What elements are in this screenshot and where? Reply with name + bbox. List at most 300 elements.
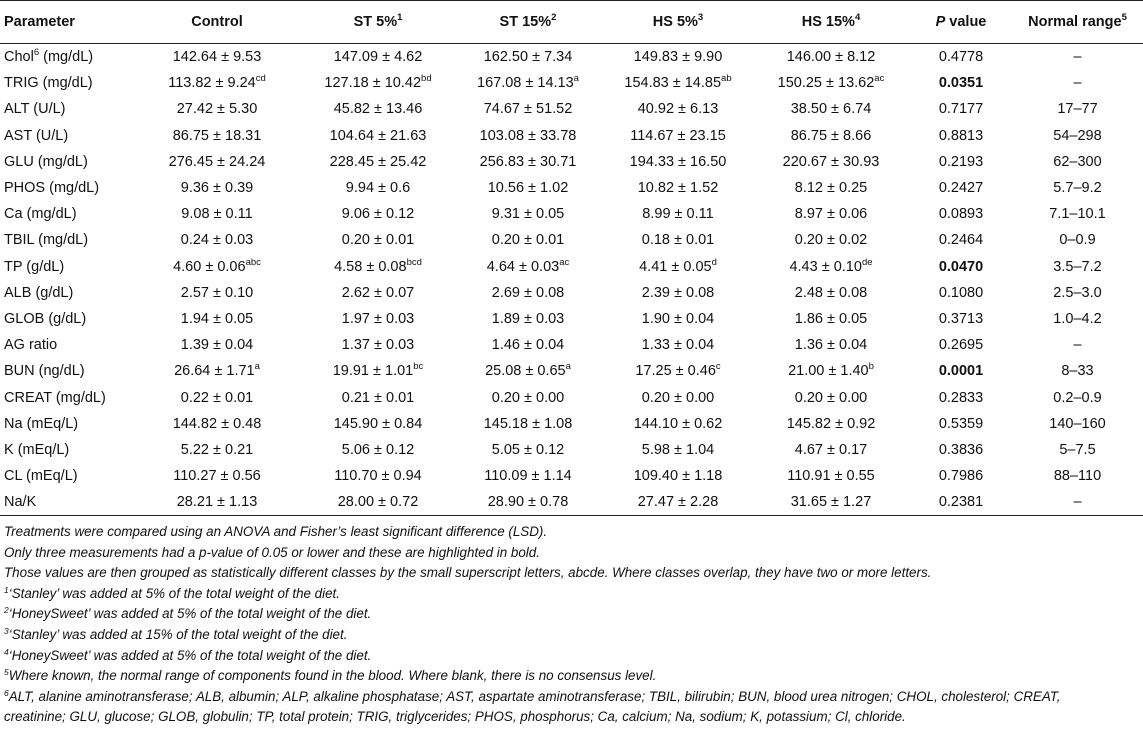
table-row <box>0 384 1143 410</box>
st15-value: 1.46 ± 0.04 <box>491 337 565 354</box>
hs5-group-letters: ab <box>721 73 732 85</box>
st5-cell <box>304 227 452 253</box>
parameter-unit: (mg/dL) <box>33 153 88 170</box>
header-row <box>0 1 1143 44</box>
parameter-cell <box>0 175 130 201</box>
p-value-cell: 0.8813 <box>938 127 984 144</box>
st5-cell <box>304 489 452 516</box>
normal-range-cell: 5–7.5 <box>1059 441 1096 458</box>
parameter-unit: (mg/dL) <box>45 180 100 197</box>
hs5-value: 0.18 ± 0.01 <box>641 232 715 249</box>
st15-cell <box>452 96 604 122</box>
parameter-unit: (mg/dL) <box>38 75 93 92</box>
control-cell <box>130 175 304 201</box>
hs15-value: 145.82 ± 0.92 <box>786 415 876 432</box>
parameter-footnote-mark: 6 <box>33 47 40 59</box>
st15-value: 1.89 ± 0.03 <box>491 310 565 327</box>
hs15-value: 4.67 ± 0.17 <box>794 441 868 458</box>
table-row <box>0 489 1143 516</box>
hs5-cell <box>604 175 752 201</box>
parameter-cell <box>0 306 130 332</box>
footnote-mark: 3 <box>4 625 9 636</box>
hs15-value: 2.48 ± 0.08 <box>794 284 868 301</box>
st15-value: 0.20 ± 0.00 <box>491 389 565 406</box>
column-header <box>0 1 130 44</box>
st5-cell <box>304 44 452 71</box>
control-cell <box>130 306 304 332</box>
hs5-value: 0.20 ± 0.00 <box>641 389 715 406</box>
parameter-name: Na <box>4 415 23 432</box>
parameter-name: TRIG <box>4 75 39 92</box>
p-value-cell: 0.5359 <box>938 415 984 432</box>
hs5-cell <box>604 489 752 516</box>
hs5-cell <box>604 437 752 463</box>
footnote-text: Those values are then grouped as statistically different classes by the small superscript letters, abcde. Where classes overlap, they have two or more letters. <box>4 565 932 581</box>
parameter-name: K <box>4 441 14 458</box>
normal-range-cell: 62–300 <box>1053 153 1102 170</box>
parameter-cell <box>0 227 130 253</box>
hs15-cell <box>752 44 910 71</box>
hs5-cell <box>604 306 752 332</box>
st15-value: 4.64 ± 0.03 <box>486 258 560 275</box>
st15-value: 10.56 ± 1.02 <box>487 180 569 197</box>
table-row <box>0 123 1143 149</box>
st5-value: 127.18 ± 10.42 <box>324 75 422 92</box>
parameter-unit: (U/L) <box>29 101 66 118</box>
control-cell <box>130 437 304 463</box>
p-value-cell: 0.3836 <box>938 441 984 458</box>
st15-value: 110.09 ± 1.14 <box>484 468 572 485</box>
parameter-name: BUN <box>4 363 35 380</box>
table-row <box>0 44 1143 71</box>
st5-value: 145.90 ± 0.84 <box>333 415 423 432</box>
table-row <box>0 463 1143 489</box>
st15-cell <box>452 149 604 175</box>
st15-cell <box>452 44 604 71</box>
hs15-cell <box>752 306 910 332</box>
header-footnote-mark: 3 <box>697 12 704 23</box>
parameter-cell <box>0 201 130 227</box>
footnote <box>4 666 1139 687</box>
parameter-unit: (g/dL) <box>22 258 65 275</box>
normal-range-cell: 3.5–7.2 <box>1053 258 1102 275</box>
p-value-cell: 0.4778 <box>938 49 984 66</box>
parameter-name: ALT <box>4 101 30 118</box>
control-cell <box>130 227 304 253</box>
table-row <box>0 254 1143 280</box>
footnote-mark: 2 <box>4 605 9 616</box>
hs5-cell <box>604 70 752 96</box>
hs5-cell <box>604 149 752 175</box>
hs5-cell <box>604 201 752 227</box>
p-value-cell: 0.2381 <box>910 489 1012 516</box>
hs5-cell <box>604 227 752 253</box>
st5-value: 2.62 ± 0.07 <box>341 284 415 301</box>
parameter-name: Ca <box>4 206 23 223</box>
p-value-cell: 0.2464 <box>938 232 984 249</box>
p-value-cell: 0.7986 <box>938 468 984 485</box>
parameter-name: ALB <box>4 284 32 301</box>
st5-value: 9.06 ± 0.12 <box>341 206 415 223</box>
parameter-unit: (g/dL) <box>31 284 74 301</box>
footnote-text: Only three measurements had a p-value of 0.05 or lower and these are highlighted in bold. <box>4 544 540 560</box>
hs5-value: 144.10 ± 0.62 <box>633 415 723 432</box>
parameter-name: AST <box>4 127 32 144</box>
footnote-mark: 5 <box>4 667 9 678</box>
st5-value: 1.37 ± 0.03 <box>341 337 415 354</box>
st5-cell <box>304 358 452 384</box>
st5-value: 19.91 ± 1.01 <box>332 363 414 380</box>
hs5-group-letters: d <box>711 256 717 268</box>
st15-value: 162.50 ± 7.34 <box>483 49 573 66</box>
control-group-letters: abc <box>245 256 261 268</box>
footnote-text: creatinine; GLU, glucose; GLOB, globulin; TP, total protein; TRIG, triglycerides; PHOS, phosphorus; Ca, calcium; Na, sodium; K, potassium; Cl, chloride. <box>4 709 906 725</box>
st5-cell <box>304 175 452 201</box>
footnote <box>4 604 1139 625</box>
column-header <box>304 1 452 44</box>
control-cell <box>130 489 304 516</box>
header-footnote-mark: 4 <box>854 12 861 23</box>
parameter-unit: (U/L) <box>31 127 69 144</box>
header-label: ST 5% <box>353 14 398 30</box>
normal-range-cell: 54–298 <box>1053 127 1102 144</box>
control-value: 1.94 ± 0.05 <box>180 310 254 327</box>
table-row <box>0 411 1143 437</box>
hs5-value: 149.83 ± 9.90 <box>633 49 723 66</box>
control-value: 9.08 ± 0.11 <box>181 206 253 223</box>
st15-value: 167.08 ± 14.13 <box>477 75 574 92</box>
footnote-text: ‘HoneySweet’ was added at 5% of the total weight of the diet. <box>8 647 372 663</box>
st5-value: 45.82 ± 13.46 <box>333 101 423 118</box>
hs15-cell <box>752 358 910 384</box>
normal-range-cell: 8–33 <box>1061 363 1094 380</box>
control-value: 9.36 ± 0.39 <box>180 180 254 197</box>
parameter-cell <box>0 463 130 489</box>
parameter-cell <box>0 437 130 463</box>
header-label: Normal range <box>1028 14 1122 30</box>
hs15-cell <box>752 227 910 253</box>
parameter-cell <box>0 332 130 358</box>
footnote <box>4 707 1139 728</box>
hs5-cell <box>604 96 752 122</box>
normal-range-cell: – <box>1073 75 1082 92</box>
hs5-cell <box>604 280 752 306</box>
control-cell <box>130 384 304 410</box>
control-value: 0.24 ± 0.03 <box>180 232 254 249</box>
hs15-group-letters: b <box>868 361 874 373</box>
footnote-text: ALT, alanine aminotransferase; ALB, albumin; ALP, alkaline phosphatase; AST, aspartate aminotransferase; TBIL, bilirubin; BUN, blood urea nitrogen; CHOL, cholesterol; CREAT, <box>8 688 1061 704</box>
st15-cell <box>452 306 604 332</box>
st5-cell <box>304 437 452 463</box>
parameter-name: Na/K <box>4 494 37 511</box>
parameter-unit: (mEq/L) <box>13 441 70 458</box>
st15-value: 5.05 ± 0.12 <box>491 441 565 458</box>
control-cell <box>130 411 304 437</box>
st5-value: 28.00 ± 0.72 <box>337 494 419 511</box>
st15-value: 0.20 ± 0.01 <box>491 232 565 249</box>
st5-cell <box>304 123 452 149</box>
st5-value: 228.45 ± 25.42 <box>329 153 427 170</box>
st5-value: 147.09 ± 4.62 <box>333 49 423 66</box>
hs15-cell <box>752 254 910 280</box>
st5-cell <box>304 280 452 306</box>
control-cell <box>130 254 304 280</box>
p-value-cell: 0.3713 <box>938 310 984 327</box>
hs15-cell <box>752 384 910 410</box>
hs5-value: 1.33 ± 0.04 <box>641 337 715 354</box>
header-label: HS 15% <box>801 14 855 30</box>
hs15-cell <box>752 463 910 489</box>
hs5-cell <box>604 384 752 410</box>
table-row <box>0 227 1143 253</box>
hs5-value: 10.82 ± 1.52 <box>637 180 719 197</box>
normal-range-cell: 0.2–0.9 <box>1053 389 1102 406</box>
parameter-unit: (ng/dL) <box>34 363 85 380</box>
st15-cell <box>452 227 604 253</box>
hs15-value: 110.91 ± 0.55 <box>787 468 875 485</box>
hs15-value: 4.43 ± 0.10 <box>789 258 862 275</box>
control-value: 26.64 ± 1.71 <box>174 363 255 380</box>
table-row <box>0 149 1143 175</box>
st5-group-letters: bcd <box>406 256 422 268</box>
st15-cell <box>452 489 604 516</box>
hs5-value: 8.99 ± 0.11 <box>642 206 714 223</box>
st15-value: 145.18 ± 1.08 <box>483 415 573 432</box>
hs15-value: 0.20 ± 0.02 <box>794 232 868 249</box>
st15-value: 28.90 ± 0.78 <box>487 494 569 511</box>
st5-cell <box>304 149 452 175</box>
header-footnote-mark: 5 <box>1121 12 1127 23</box>
hs5-value: 1.90 ± 0.04 <box>641 310 715 327</box>
st5-value: 1.97 ± 0.03 <box>341 310 415 327</box>
normal-range-cell: 7.1–10.1 <box>1049 206 1106 223</box>
st5-value: 110.70 ± 0.94 <box>334 468 422 485</box>
footnote-text: ‘HoneySweet’ was added at 5% of the total weight of the diet. <box>8 606 372 622</box>
parameter-unit: (mg/dL) <box>39 49 94 66</box>
st15-value: 2.69 ± 0.08 <box>491 284 565 301</box>
control-value: 276.45 ± 24.24 <box>168 153 266 170</box>
control-value: 0.22 ± 0.01 <box>180 389 254 406</box>
p-value-cell: 0.0470 <box>938 258 984 275</box>
hs15-cell <box>752 411 910 437</box>
normal-range-cell: 17–77 <box>1057 101 1098 118</box>
st15-value: 103.08 ± 33.78 <box>479 127 577 144</box>
st15-group-letters: ac <box>559 256 570 268</box>
st15-cell <box>452 332 604 358</box>
control-cell <box>130 332 304 358</box>
normal-range-cell: 0–0.9 <box>1059 232 1096 249</box>
table-row <box>0 437 1143 463</box>
column-header <box>1012 1 1143 44</box>
parameter-cell <box>0 123 130 149</box>
hs15-cell <box>752 489 910 516</box>
control-cell <box>130 201 304 227</box>
hs15-value: 86.75 ± 8.66 <box>790 127 872 144</box>
hs5-cell <box>604 332 752 358</box>
parameter-name: AG ratio <box>4 337 58 354</box>
control-value: 1.39 ± 0.04 <box>180 337 254 354</box>
hs5-group-letters: c <box>715 361 721 373</box>
st5-group-letters: bd <box>421 73 432 85</box>
control-cell <box>130 358 304 384</box>
footnote <box>4 584 1139 605</box>
hs5-cell <box>604 123 752 149</box>
hs15-cell <box>752 201 910 227</box>
control-cell <box>130 280 304 306</box>
parameter-unit: (mg/dL) <box>22 206 77 223</box>
parameter-unit: (mEq/L) <box>22 468 78 485</box>
st5-group-letters: bc <box>413 361 424 373</box>
footnote-text: Treatments were compared using an ANOVA and Fisher’s least significant difference (LSD). <box>4 524 548 539</box>
parameter-cell <box>0 96 130 122</box>
parameter-unit: (mg/dL) <box>51 389 106 406</box>
hs15-cell <box>752 332 910 358</box>
st5-cell <box>304 332 452 358</box>
st15-group-letters: a <box>565 361 571 373</box>
st5-cell <box>304 96 452 122</box>
parameter-unit: (mg/dL) <box>34 232 89 249</box>
p-value-cell: 0.0893 <box>938 206 984 223</box>
control-value: 28.21 ± 1.13 <box>176 494 258 511</box>
control-cell <box>130 44 304 71</box>
header-prefix: P <box>935 14 946 30</box>
table-row <box>0 175 1143 201</box>
hs15-value: 150.25 ± 13.62 <box>777 75 875 92</box>
normal-range-cell: 140–160 <box>1049 415 1106 432</box>
hs5-value: 114.67 ± 23.15 <box>630 127 726 144</box>
control-value: 142.64 ± 9.53 <box>172 49 262 66</box>
st5-value: 0.20 ± 0.01 <box>341 232 415 249</box>
st5-value: 0.21 ± 0.01 <box>341 389 415 406</box>
parameter-name: GLU <box>4 153 34 170</box>
control-cell <box>130 96 304 122</box>
st15-cell <box>452 70 604 96</box>
normal-range-cell: – <box>1012 489 1143 516</box>
st5-cell <box>304 254 452 280</box>
footnote <box>4 625 1139 646</box>
parameter-name: GLOB <box>4 310 45 327</box>
control-value: 86.75 ± 18.31 <box>172 127 262 144</box>
parameter-cell <box>0 254 130 280</box>
hs15-value: 38.50 ± 6.74 <box>790 101 872 118</box>
header-footnote-mark: 2 <box>551 12 557 23</box>
table-row <box>0 96 1143 122</box>
footnote-text: ‘Stanley’ was added at 15% of the total weight of the diet. <box>8 626 348 642</box>
p-value-cell: 0.2833 <box>938 389 984 406</box>
parameter-cell <box>0 149 130 175</box>
p-value-cell: 0.2427 <box>938 180 984 197</box>
table-row <box>0 332 1143 358</box>
footnote-mark: 6 <box>4 687 9 698</box>
column-header <box>604 1 752 44</box>
st5-cell <box>304 70 452 96</box>
st15-cell <box>452 201 604 227</box>
st5-cell <box>304 201 452 227</box>
hs15-value: 31.65 ± 1.27 <box>790 494 872 511</box>
hs5-value: 27.47 ± 2.28 <box>637 494 719 511</box>
header-footnote-mark: 1 <box>397 12 403 23</box>
hs15-value: 220.67 ± 30.93 <box>782 153 880 170</box>
st15-value: 25.08 ± 0.65 <box>485 363 566 380</box>
st5-cell <box>304 306 452 332</box>
p-value-cell: 0.7177 <box>938 101 984 118</box>
normal-range-cell: 1.0–4.2 <box>1053 310 1102 327</box>
st15-cell <box>452 384 604 410</box>
footnote <box>4 522 1139 543</box>
hs15-cell <box>752 437 910 463</box>
hs15-cell <box>752 96 910 122</box>
hs5-value: 2.39 ± 0.08 <box>641 284 715 301</box>
st15-group-letters: a <box>573 73 579 85</box>
table-footnotes <box>4 522 1139 728</box>
p-value-cell: 0.2695 <box>938 337 984 354</box>
footnote <box>4 646 1139 667</box>
st15-cell <box>452 254 604 280</box>
st15-cell <box>452 358 604 384</box>
hs5-value: 109.40 ± 1.18 <box>633 468 723 485</box>
hs15-group-letters: ac <box>874 73 885 85</box>
hs5-cell <box>604 411 752 437</box>
st5-cell <box>304 411 452 437</box>
parameter-name: CL <box>4 468 22 485</box>
parameter-cell <box>0 70 130 96</box>
hs15-group-letters: de <box>861 256 873 268</box>
p-value-cell: 0.0001 <box>938 363 984 380</box>
st5-value: 9.94 ± 0.6 <box>345 180 411 197</box>
column-header <box>130 1 304 44</box>
hs5-value: 40.92 ± 6.13 <box>637 101 719 118</box>
st15-value: 9.31 ± 0.05 <box>491 206 565 223</box>
control-value: 113.82 ± 9.24 <box>168 75 256 92</box>
parameter-name: PHOS <box>4 180 46 197</box>
hs5-value: 4.41 ± 0.05 <box>639 258 712 275</box>
control-value: 144.82 ± 0.48 <box>172 415 262 432</box>
hs15-value: 1.36 ± 0.04 <box>794 337 868 354</box>
control-group-letters: cd <box>255 73 266 85</box>
hs5-value: 17.25 ± 0.46 <box>635 363 716 380</box>
control-value: 5.22 ± 0.21 <box>180 441 254 458</box>
normal-range-cell: – <box>1073 49 1082 66</box>
hs15-value: 8.12 ± 0.25 <box>794 180 868 197</box>
control-cell <box>130 70 304 96</box>
control-value: 2.57 ± 0.10 <box>180 284 254 301</box>
hs15-value: 8.97 ± 0.06 <box>794 206 868 223</box>
p-value-cell: 0.0351 <box>938 75 984 92</box>
hs5-cell <box>604 463 752 489</box>
st5-cell <box>304 384 452 410</box>
st15-value: 74.67 ± 51.52 <box>483 101 573 118</box>
header-label: ST 15% <box>499 14 552 30</box>
hs5-cell <box>604 254 752 280</box>
st15-cell <box>452 437 604 463</box>
control-cell <box>130 463 304 489</box>
parameter-unit: (mEq/L) <box>22 415 79 432</box>
st15-cell <box>452 411 604 437</box>
footnote <box>4 563 1139 584</box>
control-value: 110.27 ± 0.56 <box>173 468 261 485</box>
parameter-name: TBIL <box>4 232 35 249</box>
st15-value: 256.83 ± 30.71 <box>479 153 577 170</box>
footnote-mark: 4 <box>4 646 9 657</box>
st5-value: 4.58 ± 0.08 <box>334 258 407 275</box>
normal-range-cell: 5.7–9.2 <box>1053 180 1102 197</box>
header-label: Parameter <box>4 14 75 30</box>
hs15-value: 21.00 ± 1.40 <box>788 363 869 380</box>
hs15-value: 0.20 ± 0.00 <box>794 389 868 406</box>
parameter-cell <box>0 280 130 306</box>
parameter-cell <box>0 411 130 437</box>
control-cell <box>130 123 304 149</box>
